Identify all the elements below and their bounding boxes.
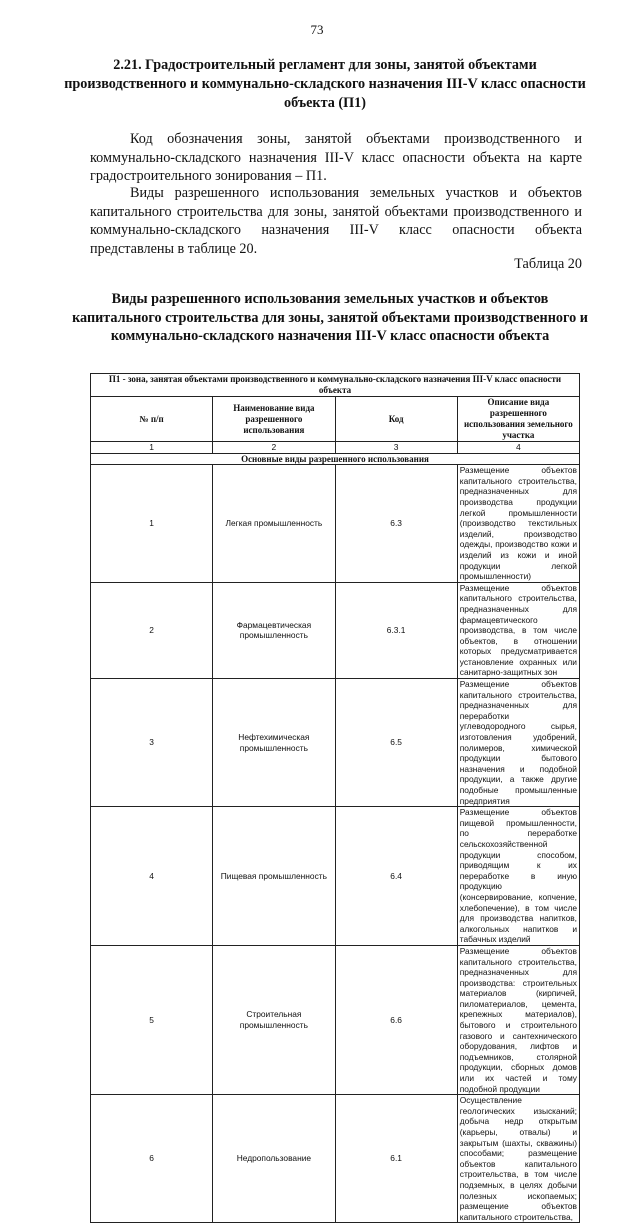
row-use-name: Фармацевтическая промышленность [213,582,335,678]
row-use-name: Пищевая промышленность [213,807,335,946]
column-header-name: Наименование вида разрешенного использования [213,397,335,442]
row-code: 6.6 [335,945,457,1094]
table-subheader: Основные виды разрешенного использования [91,453,580,465]
permitted-use-table [90,373,580,1223]
row-number: 1 [91,465,213,583]
row-description: Размещение объектов капитального строительства, предназначенных для производства продукции легкой промышленности (производство текстильных изделий, производство одежды, производство кожи и изделий из кожи и иной продукции легкой промышленности) [457,465,579,583]
paragraph-permitted-uses: Виды разрешенного использования земельных участков и объектов капитального строительства для зоны, занятой объектами производственного и коммунально-складского назначения III-V класс опасности объекта представлены в таблице 20. [90,185,582,257]
row-number: 6 [91,1095,213,1223]
zone-header: П1 - зона, занятая объектами производственного и коммунально-складского назначения III-V класс опасности объекта [91,374,580,397]
column-number: 3 [335,442,457,454]
row-use-name: Недропользование [213,1095,335,1223]
row-number: 3 [91,679,213,807]
table-row [91,945,580,1094]
page-number: 73 [310,22,324,37]
row-description: Осуществление геологических изысканий; добыча недр открытым (карьеры, отвалы) и закрытым (шахты, скважины) способами; размещение объектов капитального строительства, в том числе подземных, в целях добычи полезных ископаемых; размещение объектов капитального строительства, [457,1095,579,1223]
table-row [91,679,580,807]
row-code: 6.3.1 [335,582,457,678]
subheader-row [91,453,580,465]
table-row [91,465,580,583]
column-number: 1 [91,442,213,454]
zone-header-row [91,374,580,397]
column-header-row [91,397,580,442]
table-row [91,582,580,678]
row-number: 5 [91,945,213,1094]
column-number-row [91,442,580,454]
row-use-name: Строительная промышленность [213,945,335,1094]
row-code: 6.4 [335,807,457,946]
row-code: 6.3 [335,465,457,583]
row-number: 2 [91,582,213,678]
row-use-name: Нефтехимическая промышленность [213,679,335,807]
column-header-code: Код [335,397,457,442]
paragraph-zone-code: Код обозначения зоны, занятой объектами производственного и коммунально-складского назначения III-V класс опасности объекта на карте градостроительного зонирования – П1. [90,131,582,184]
row-code: 6.1 [335,1095,457,1223]
section-title: 2.21. Градостроительный регламент для зоны, занятой объектами производственного и коммунально-складского назначения III-V класс опасности объекта (П1) [64,57,586,111]
row-description: Размещение объектов капитального строительства, предназначенных для производства: строительных материалов (кирпичей, пиломатериалов, цемента, крепежных материалов), бытового и строительного газового и сантехнического оборудования, лифтов и подъемников, столярной продукции, сборных домов или их частей и тому подобной продукции [457,945,579,1094]
table-title: Виды разрешенного использования земельных участков и объектов капитального строительства для зоны, занятой объектами производственного и коммунально-складского назначения III-V класс опасности объекта [72,291,588,344]
column-header-number: № п/п [91,397,213,442]
row-code: 6.5 [335,679,457,807]
column-header-description: Описание вида разрешенного использования земельного участка [457,397,579,442]
row-description: Размещение объектов капитального строительства, предназначенных для фармацевтического производства, в том числе объектов, в отношении которых предусматривается установление охранных или санитарно-защитных зон [457,582,579,678]
column-number: 2 [213,442,335,454]
row-description: Размещение объектов пищевой промышленности, по переработке сельскохозяйственной продукции способом, приводящим к их переработке в иную продукцию (консервирование, копчение, хлебопечение), в том числе для производства напитков, алкогольных напитков и табачных изделий [457,807,579,946]
table-label: Таблица 20 [514,256,582,272]
row-number: 4 [91,807,213,946]
table-row [91,1095,580,1223]
column-number: 4 [457,442,579,454]
row-use-name: Легкая промышленность [213,465,335,583]
table-row [91,807,580,946]
row-description: Размещение объектов капитального строительства, предназначенных для переработки углеводородного сырья, изготовления удобрений, полимеров, химической продукции бытового назначения и подобной продукции, а также другие подобные промышленные предприятия [457,679,579,807]
